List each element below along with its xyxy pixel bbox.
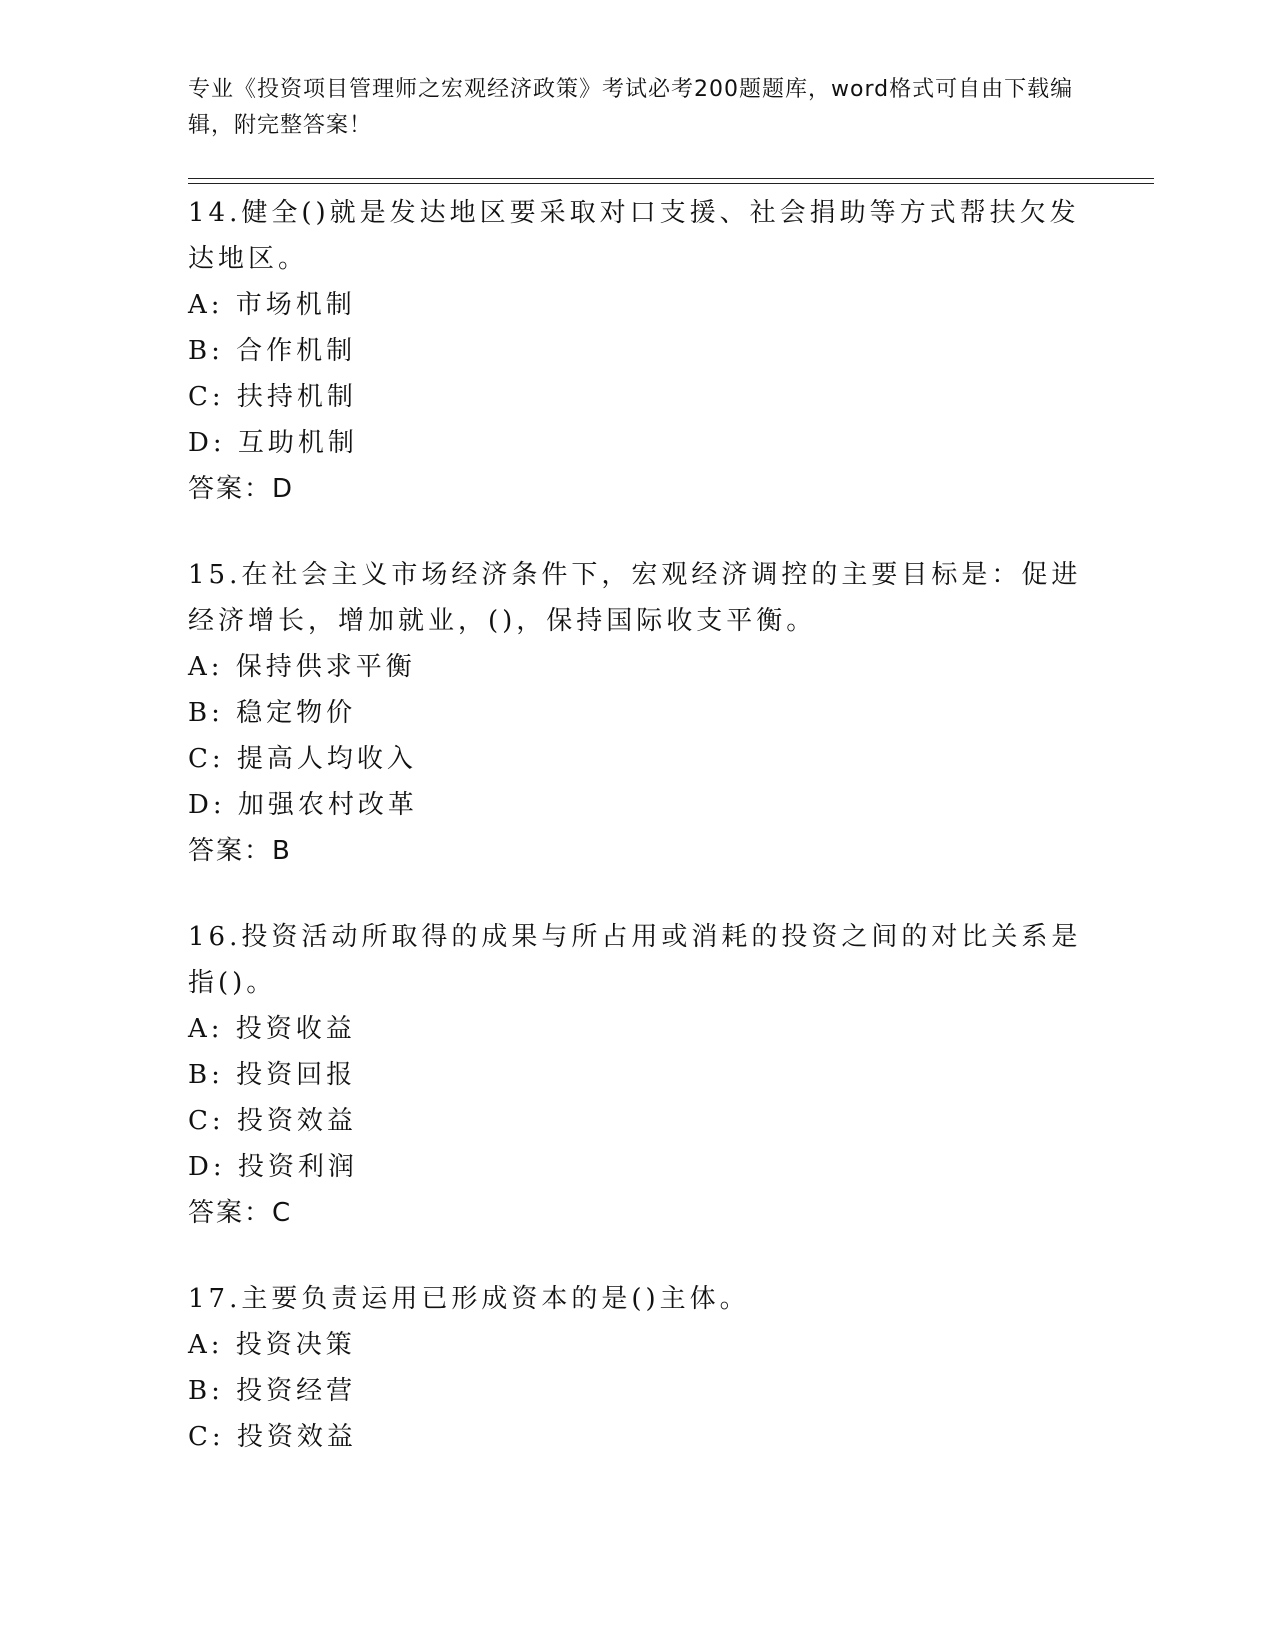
option-a: A: 投资决策 [188,1330,356,1360]
option-c: C: 提高人均收入 [188,744,417,774]
option-c: C: 投资效益 [188,1422,357,1452]
option-a: A: 投资收益 [188,1014,356,1044]
question-stem: 15.在社会主义市场经济条件下，宏观经济调控的主要目标是：促进经济增长，增加就业，()，保持国际收支平衡。 [188,560,1082,636]
question-16 [188,914,1088,1236]
option-d: D: 投资利润 [188,1152,358,1182]
question-list [188,190,1088,1500]
option-b: B: 稳定物价 [188,698,357,728]
option-c: C: 扶持机制 [188,382,357,412]
question-stem: 16.投资活动所取得的成果与所占用或消耗的投资之间的对比关系是指()。 [188,922,1082,998]
option-b: B: 合作机制 [188,336,357,366]
question-stem: 17.主要负责运用已形成资本的是()主体。 [188,1284,750,1314]
header-rule-bottom [188,183,1154,184]
answer: 答案：C [188,1198,293,1228]
header-rule-top [188,178,1154,179]
answer: 答案：D [188,474,295,504]
option-b: B: 投资回报 [188,1060,357,1090]
question-17 [188,1276,1088,1460]
question-15 [188,552,1088,874]
option-a: A: 保持供求平衡 [188,652,416,682]
option-a: A: 市场机制 [188,290,356,320]
question-14 [188,190,1088,512]
option-d: D: 加强农村改革 [188,790,418,820]
option-b: B: 投资经营 [188,1376,357,1406]
option-d: D: 互助机制 [188,428,358,458]
option-c: C: 投资效益 [188,1106,357,1136]
answer: 答案：B [188,836,292,866]
document-header: 专业《投资项目管理师之宏观经济政策》考试必考200题题库，word格式可自由下载编辑，附完整答案！ [188,77,1074,138]
question-stem: 14.健全()就是发达地区要采取对口支援、社会捐助等方式帮扶欠发达地区。 [188,198,1080,274]
